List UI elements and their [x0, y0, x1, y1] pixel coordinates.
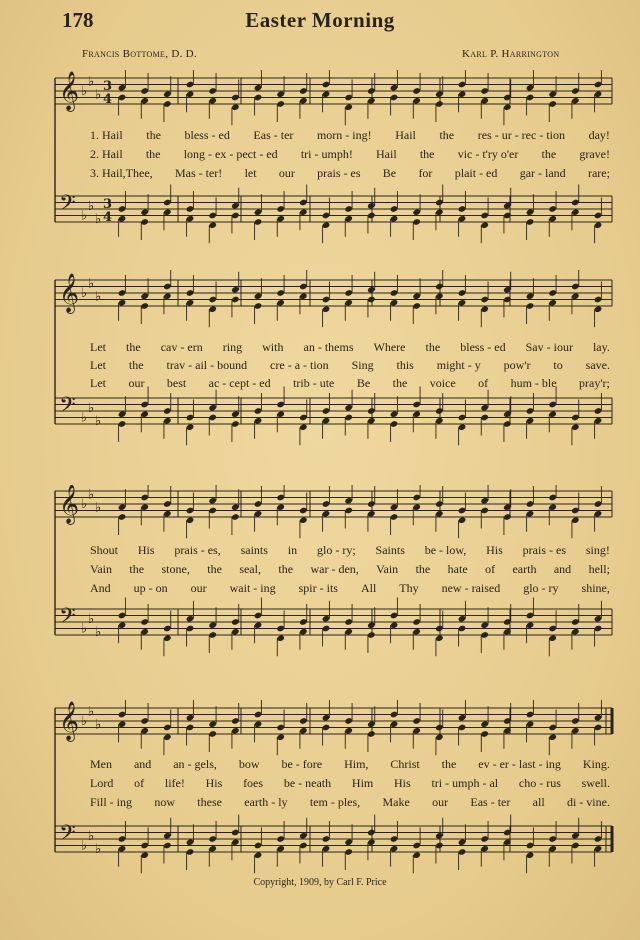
treble-staff [55, 71, 612, 112]
lyric-word: 1. Hail [90, 128, 123, 142]
lyric-word: the [129, 562, 145, 576]
lyric-word: ev - er - last - ing [478, 757, 561, 771]
hymn-number: 178 [62, 8, 94, 32]
lyric-word: this [396, 358, 414, 372]
time-signature: 4 [103, 92, 113, 107]
flat-icon: ♭ [88, 276, 95, 292]
bass-clef-icon: 𝄢 [59, 604, 76, 634]
lyric-word: His [205, 776, 223, 790]
lyric-word: for [418, 166, 433, 180]
treble-clef-icon: 𝄞 [59, 273, 80, 313]
lyric-word: an - gels, [173, 757, 217, 771]
flat-icon: ♭ [88, 487, 95, 503]
lyric-word: di - vine. [566, 795, 610, 809]
flat-icon: ♭ [81, 286, 88, 301]
lyric-word: trib - ute [293, 376, 335, 390]
lyric-word: cho - rus [518, 776, 561, 790]
flat-icon: ♭ [95, 624, 102, 640]
lyric-word: rare; [587, 166, 610, 180]
lyric-word: hum - ble [510, 376, 557, 390]
flat-icon: ♭ [81, 410, 88, 426]
bass-clef-icon: 𝄢 [59, 393, 76, 423]
flat-icon: ♭ [95, 500, 102, 516]
lyric-line-3 [90, 166, 610, 181]
lyric-word: life! [164, 776, 185, 790]
flat-icon: ♭ [95, 87, 102, 103]
lyric-word: glo - ry [523, 581, 559, 595]
lyric-word: of [134, 776, 145, 790]
lyric-word: hell; [588, 562, 610, 576]
lyric-word: Let [90, 358, 106, 372]
lyric-word: trav - ail - bound [166, 358, 248, 372]
lyric-word: bless - ed [184, 128, 230, 142]
lyric-word: be - neath [283, 776, 332, 790]
flat-icon: ♭ [88, 74, 95, 90]
lyric-word: vic - t'ry o'er [457, 147, 519, 161]
bass-clef-icon: 𝄢 [59, 191, 76, 221]
lyric-word: all [532, 795, 545, 809]
lyric-word: save. [585, 358, 610, 372]
flat-icon: ♭ [95, 211, 102, 227]
lyric-word: cre - a - tion [270, 358, 329, 372]
lyric-word: the [207, 562, 222, 576]
lyric-line-1 [90, 757, 610, 772]
time-signature: 4 [103, 210, 113, 225]
lyric-word: cav - ern [160, 340, 203, 354]
lyric-word: the [441, 757, 457, 771]
lyric-word: morn - ing! [316, 128, 372, 142]
flat-icon: ♭ [81, 497, 88, 512]
treble-staff [55, 701, 612, 742]
lyric-word: Eas - ter [470, 795, 511, 809]
lyric-word: res - ur - rec - tion [477, 128, 565, 142]
lyric-word: the [128, 358, 144, 372]
treble-clef-icon: 𝄞 [59, 485, 80, 524]
lyric-word: of [485, 562, 496, 576]
lyric-word: stone, [161, 562, 190, 576]
lyric-word: Christ [390, 757, 420, 771]
flat-icon: ♭ [81, 84, 88, 99]
lyric-word: Vain [376, 562, 399, 576]
lyric-word: Him [351, 776, 374, 790]
lyric-word: tem - ples, [309, 795, 361, 809]
lyric-word: wait - ing [229, 581, 276, 595]
lyric-word: of [478, 376, 489, 390]
lyric-word: Mas - ter! [174, 166, 223, 180]
lyric-word: bless - ed [460, 340, 506, 354]
flat-icon: ♭ [88, 704, 95, 720]
lyric-word: pow'r [503, 358, 531, 372]
lyric-word: our [190, 581, 207, 595]
lyric-word: the [145, 147, 161, 161]
lyric-word: Hail [395, 128, 416, 142]
lyric-word: Him, [344, 757, 369, 771]
lyric-word: up - on [133, 581, 168, 595]
lyric-word: our [128, 376, 145, 390]
lyric-word: Thy [399, 581, 419, 595]
lyric-word: earth - ly [244, 795, 288, 809]
flat-icon: ♭ [95, 717, 102, 733]
lyric-word: prais - es, [174, 543, 221, 557]
lyric-word: long - ex - pect - ed [183, 147, 278, 161]
lyric-word: the [425, 340, 441, 354]
lyric-word: the [541, 147, 557, 161]
lyric-word: be - low, [424, 543, 467, 557]
author-credit: Francis Bottome, D. D. [82, 48, 197, 60]
lyric-word: pray'r; [579, 376, 610, 390]
lyric-line-3 [90, 795, 610, 810]
lyric-word: hate [447, 562, 468, 576]
lyric-word: shine, [581, 581, 610, 595]
flat-icon: ♭ [88, 400, 95, 416]
lyric-word: Where [373, 340, 406, 354]
hymn-title: Easter Morning [245, 8, 395, 32]
flat-icon: ♭ [81, 621, 88, 637]
lyric-word: Men [90, 757, 112, 771]
lyric-word: prais - es [317, 166, 361, 180]
lyric-word: Fill - ing [90, 795, 133, 809]
lyric-word: 3. Hail,Thee, [90, 166, 153, 180]
lyric-word: earth [512, 562, 537, 576]
flat-icon: ♭ [95, 413, 102, 429]
flat-icon: ♭ [95, 289, 102, 305]
flat-icon: ♭ [88, 198, 95, 214]
lyric-word: our [278, 166, 295, 180]
lyric-line-1 [90, 543, 610, 558]
lyric-word: tri - umph - al [431, 776, 499, 790]
flat-icon: ♭ [88, 611, 95, 627]
lyric-word: the [392, 376, 408, 390]
lyric-word: let [244, 166, 257, 180]
lyric-word: And [90, 581, 111, 595]
lyric-word: spir - its [298, 581, 338, 595]
bass-staff [55, 821, 612, 857]
lyric-line-1 [90, 340, 610, 355]
lyric-word: bow [238, 757, 260, 771]
lyric-word: best [166, 376, 187, 390]
lyric-line-3 [90, 376, 610, 391]
lyric-word: All [360, 581, 377, 595]
lyric-line-3 [90, 581, 610, 596]
lyric-word: to [553, 358, 563, 372]
lyric-word: now [154, 795, 175, 809]
copyright-notice: Copyright, 1909, by Carl F. Price [253, 877, 387, 888]
lyric-line-2 [90, 147, 610, 162]
lyric-word: our [432, 795, 449, 809]
lyric-word: foes [243, 776, 264, 790]
lyric-word: the [146, 128, 161, 142]
lyric-word: be - fore [281, 757, 323, 771]
flat-icon: ♭ [88, 828, 95, 844]
flat-icon: ♭ [81, 838, 88, 854]
lyric-word: gar - land [519, 166, 566, 180]
lyric-line-1 [90, 128, 610, 143]
composer-credit: Karl P. Harrington [462, 48, 560, 60]
treble-clef-icon: 𝄞 [59, 71, 80, 111]
lyric-word: His [486, 543, 503, 557]
lyric-word: grave! [579, 147, 610, 161]
lyric-word: swell. [581, 776, 610, 790]
lyric-word: and [133, 757, 152, 771]
lyric-word: Make [382, 795, 410, 809]
lyric-word: might - y [436, 358, 481, 372]
lyric-word: plait - ed [454, 166, 498, 180]
lyric-word: His [394, 776, 411, 790]
lyric-word: ac - cept - ed [208, 376, 271, 390]
lyric-word: King. [582, 757, 610, 771]
lyric-word: Let [90, 340, 106, 354]
lyric-word: these [197, 795, 222, 809]
lyric-word: in [287, 543, 298, 557]
lyric-word: the [126, 340, 141, 354]
lyric-word: 2. Hail [90, 147, 123, 161]
lyric-word: Let [90, 376, 106, 390]
flat-icon: ♭ [81, 208, 88, 224]
lyric-word: the [415, 562, 431, 576]
lyric-word: and [553, 562, 572, 576]
lyric-word: voice [429, 376, 456, 390]
lyric-word: lay. [592, 340, 610, 354]
lyric-word: Sing [351, 358, 374, 372]
lyric-word: Lord [90, 776, 114, 790]
lyric-word: sing! [585, 543, 610, 557]
lyric-word: an - thems [303, 340, 354, 354]
lyric-word: Hail [376, 147, 397, 161]
lyric-word: war - den, [310, 562, 359, 576]
lyric-word: Shout [90, 543, 119, 557]
lyric-line-2 [90, 562, 610, 577]
lyric-word: the [278, 562, 294, 576]
lyric-word: tri - umph! [300, 147, 353, 161]
flat-icon: ♭ [81, 714, 88, 729]
lyric-line-2 [90, 358, 610, 373]
lyric-word: Vain [90, 562, 112, 576]
lyric-word: new - raised [441, 581, 501, 595]
lyric-word: His [137, 543, 155, 557]
time-signature: 3 [103, 197, 113, 212]
lyric-word: day! [588, 128, 610, 142]
lyric-word: seal, [239, 562, 261, 576]
lyric-word: the [439, 128, 455, 142]
lyric-line-2 [90, 776, 610, 791]
lyric-word: prais - es [522, 543, 566, 557]
flat-icon: ♭ [95, 841, 102, 857]
bass-clef-icon: 𝄢 [59, 821, 76, 851]
lyric-word: glo - ry; [317, 543, 356, 557]
lyric-word: saints [240, 543, 268, 557]
lyric-word: Be [356, 376, 371, 390]
lyric-word: the [419, 147, 435, 161]
lyric-word: Be [382, 166, 397, 180]
bass-staff [55, 604, 612, 640]
lyric-word: Eas - ter [253, 128, 294, 142]
lyric-word: ring [222, 340, 243, 354]
time-signature: 3 [103, 79, 113, 94]
lyric-word: Sav - iour [525, 340, 573, 354]
lyric-word: with [262, 340, 284, 354]
lyric-word: Saints [375, 543, 405, 557]
treble-clef-icon: 𝄞 [59, 701, 80, 741]
